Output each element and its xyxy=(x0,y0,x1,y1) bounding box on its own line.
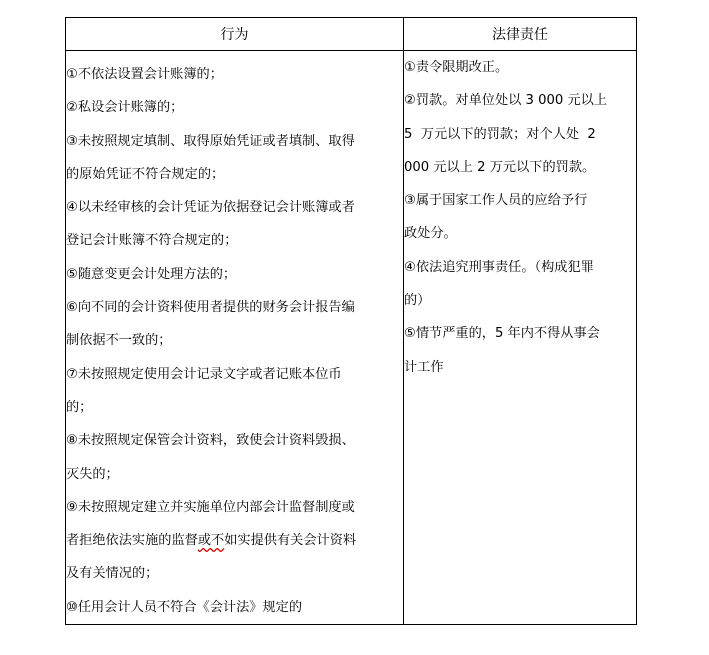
liability-cell xyxy=(404,51,637,625)
liability-line: ③属于国家工作人员的应给予行 xyxy=(404,193,588,209)
liability-line: ⑤情节严重的，5 年内不得从事会 xyxy=(404,326,600,342)
content-row xyxy=(66,51,637,625)
liability-line: ①责令限期改正。 xyxy=(404,60,509,75)
behavior-line: ⑩任用会计人员不符合《会计法》规定的 xyxy=(66,599,303,615)
liability-line: 计工作 xyxy=(404,359,444,375)
header-behavior: 行为 xyxy=(66,18,404,51)
legal-responsibility-table xyxy=(65,17,637,625)
behavior-line: 的； xyxy=(66,399,93,415)
behavior-line: ⑥向不同的会计资料使用者提供的财务会计报告编 xyxy=(66,300,355,316)
liability-line: ②罚款。对单位处以 3 000 元以上 xyxy=(404,93,608,109)
behavior-line: 及有关情况的； xyxy=(66,566,159,582)
liability-line: 000 元以上 2 万元以下的罚款。 xyxy=(404,159,596,175)
behavior-line: ⑨未按照规定建立并实施单位内部会计监督制度或 xyxy=(66,499,355,515)
header-liability: 法律责任 xyxy=(404,18,637,51)
behavior-line-spellcheck xyxy=(66,524,403,557)
header-row xyxy=(66,18,637,51)
spellcheck-underlined-text: 或不 xyxy=(197,533,225,549)
liability-line: 政处分。 xyxy=(404,226,457,242)
behavior-line: 制依据不一致的； xyxy=(66,333,172,349)
behavior-line: ②私设会计账簿的； xyxy=(66,100,184,116)
behavior-line: ③未按照规定填制、取得原始凭证或者填制、取得 xyxy=(66,133,355,149)
behavior-line: 的原始凭证不符合规定的； xyxy=(66,166,225,182)
liability-line: 的） xyxy=(404,293,431,309)
line-text-before: 者拒绝依法实施的监督 xyxy=(66,533,198,549)
liability-line: 5 万元以下的罚款；对个人处 2 xyxy=(404,126,596,142)
behavior-line: ⑤随意变更会计处理方法的； xyxy=(66,266,237,282)
line-text-after: 如实提供有关会计资料 xyxy=(224,533,357,549)
behavior-line: 灭失的； xyxy=(66,466,119,482)
behavior-line: ⑧未按照规定保管会计资料，致使会计资料毁损、 xyxy=(66,433,355,449)
behavior-line: ①不依法设置会计账簿的； xyxy=(66,67,223,82)
behavior-line: ⑦未按照规定使用会计记录文字或者记账本位币 xyxy=(66,366,342,382)
liability-line: ④依法追究刑事责任。（构成犯罪 xyxy=(404,259,594,275)
behavior-line: 登记会计账簿不符合规定的； xyxy=(66,233,238,249)
behavior-line: ④以未经审核的会计凭证为依据登记会计账簿或者 xyxy=(66,200,355,216)
behaviors-cell xyxy=(66,51,404,625)
